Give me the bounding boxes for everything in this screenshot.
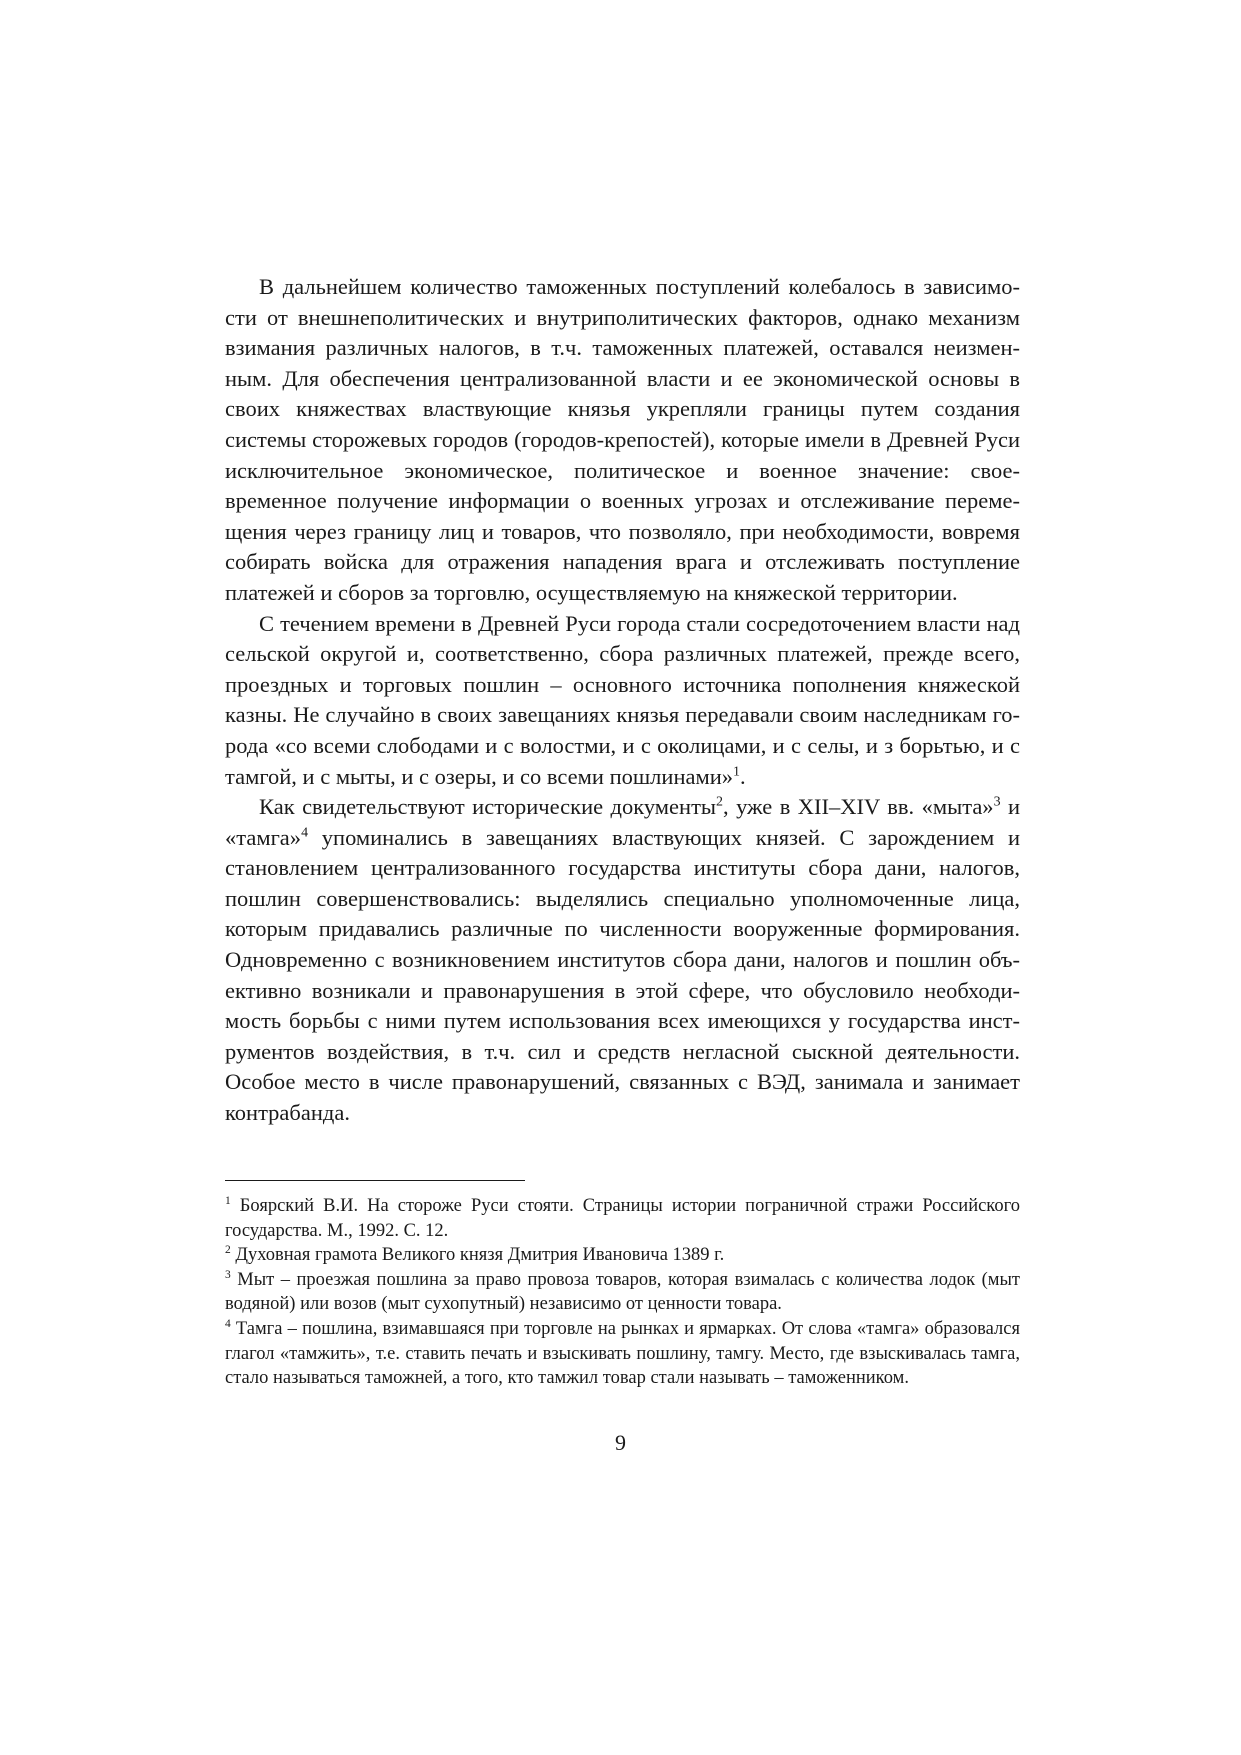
paragraph-2-end: . — [739, 763, 746, 789]
paragraph-2-text: С течением времени в Древней Руси города стали сосредоточением власти над сельской округой и, соответственно, сбора различных платежей, прежде всего, проездных и торговых пошлин – основного источника пополнения княжеской казны. Не случайно в своих завещаниях князья передавали своим наследникам города «со всеми слободами и с волостми, и с околицами, и с селы, и з борьтью, и с тамгой, и с мыты, и с озеры, и со всеми пошлинами» — [225, 610, 1020, 789]
footnote-text: Духовная грамота Великого князя Дмитрия Ивановича 1389 г. — [230, 1245, 725, 1266]
footnote-number: 1 — [225, 1194, 231, 1207]
paragraph-3-text-c: и «тамга» — [225, 794, 1021, 850]
footnote-ref-4[interactable]: 4 — [301, 825, 309, 841]
footnote-3 — [225, 1268, 1020, 1317]
footnote-ref-2[interactable]: 2 — [716, 794, 723, 810]
paragraph-1-text: В дальнейшем количество таможенных поступлений колебалось в зависимости от внешнеполитических и внутриполитических факторов, однако механизм взимания различных налогов, в т.ч. таможенных платежей, оставался неизменным. Для обеспечения централизованной власти и ее экономической основы в своих княжествах властвующие князья укрепляли границы путем создания системы сторожевых городов (городов-крепостей), которые имели в Древней Руси исключительное экономическое, политическое и военное значение: своевременное получение информации о военных угрозах и отслеживание перемещения через границу лиц и товаров, что позволяло, при необходимости, вовремя собирать войска для отражения нападения врага и отслеживать поступление платежей и сборов за торговлю, осуществляемую на княжеской территории. — [225, 274, 1020, 605]
paragraph-1 — [225, 272, 1020, 609]
footnote-number: 3 — [225, 1268, 231, 1281]
footnote-number: 4 — [225, 1317, 231, 1330]
footnotes — [225, 1194, 1020, 1391]
page-number: 9 — [615, 1430, 626, 1455]
footnote-2 — [225, 1243, 1020, 1268]
paragraph-3-text-a: Как свидетельствуют исторические документы — [259, 794, 717, 820]
footnote-text: Тамга – пошлина, взимавшаяся при торговле на рынках и ярмарках. От слова «тамга» образовался глагол «тамжить», т.е. ставить печать и взыскивать пошлину, тамгу. Место, где взыскивалась тамга, стало называться таможней, а того, кто тамжил товар стали называть – таможенником. — [225, 1318, 1020, 1389]
footnote-ref-3[interactable]: 3 — [993, 794, 1001, 810]
footnote-divider — [225, 1180, 525, 1181]
paragraph-2 — [225, 609, 1020, 793]
main-text — [225, 272, 1020, 1129]
footnote-4 — [225, 1317, 1020, 1391]
footnote-1 — [225, 1194, 1020, 1243]
footnote-text: Мыт – проезжая пошлина за право провоза товаров, которая взималась с количества лодок (мыт водяной) или возов (мыт сухопутный) независимо от ценности товара. — [225, 1269, 1020, 1315]
paragraph-3-text-d: упоминались в завещаниях властвующих князей. С зарождением и становлением централизованного государства институты сбора дани, налогов, пошлин совершенствовались: выделялись специально уполномоченные лица, которым придавались различные по численности вооруженные формирования. Одновременно с возникновением институтов сбора дани, налогов и пошлин объективно возникали и правонарушения в этой сфере, что обусловило необходимость борьбы с ними путем использования всех имеющихся у государства инструментов воздействия, в т.ч. сил и средств негласной сыскной деятельности. Особое место в числе правонарушений, связанных с ВЭД, занимала и занимает контрабанда. — [225, 824, 1020, 1126]
footnote-number: 2 — [225, 1244, 231, 1257]
paragraph-3 — [225, 792, 1020, 1129]
footnote-text: Боярский В.И. На стороже Руси стояти. Страницы истории пограничной стражи Российского государства. М., 1992. С. 12. — [225, 1196, 1020, 1241]
paragraph-3-text-b: , уже в XII–XIV вв. «мыта» — [723, 794, 994, 820]
footnote-ref-1[interactable]: 1 — [733, 764, 740, 779]
